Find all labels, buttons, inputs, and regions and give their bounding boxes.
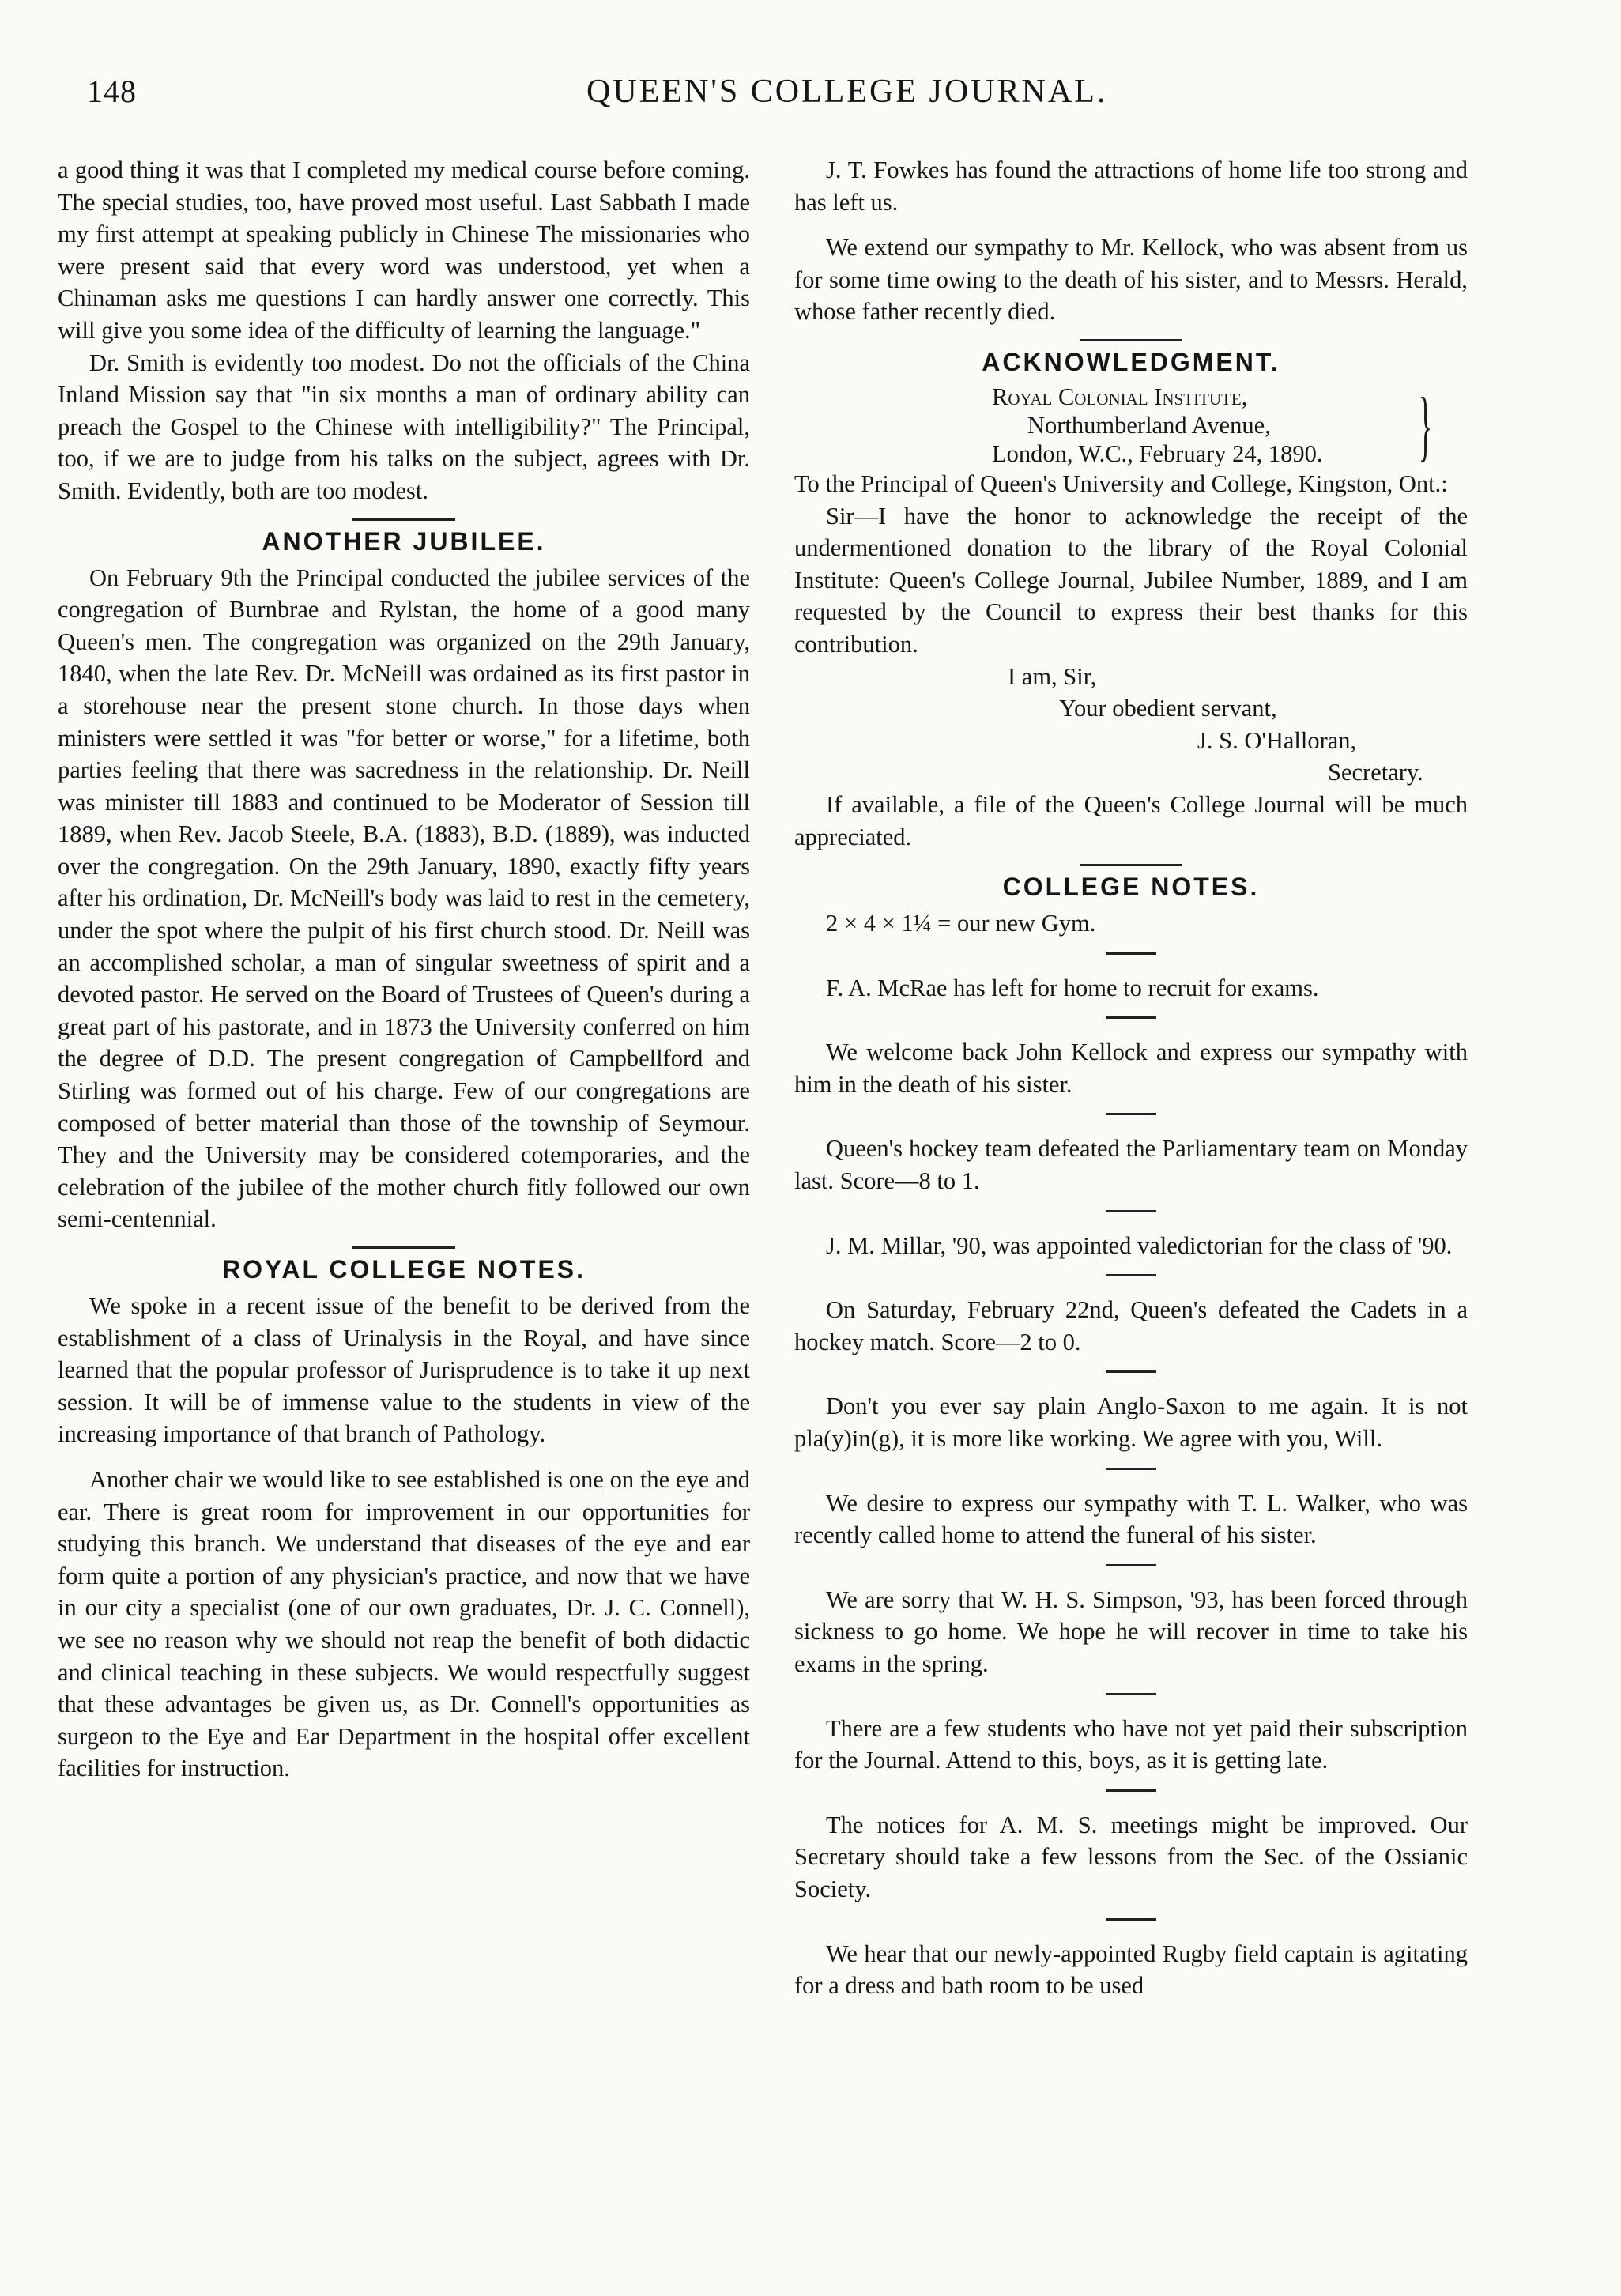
commentary-paragraph: Dr. Smith is evidently too modest. Do not the officials of the China Inland Mission say that "in six months a man of ordinary ability can preach the Gospel to the Chinese with intelligibility?" The Principal, too, if we are to judge from his talks on the subject, agrees with Dr. Smith. Evidently, both are too modest. <box>58 349 750 504</box>
section-divider <box>352 518 455 521</box>
signature-line: Your obedient servant, <box>1059 695 1277 722</box>
note-divider <box>1106 1274 1156 1276</box>
note-divider <box>1106 1693 1156 1695</box>
page-number: 148 <box>87 74 137 109</box>
college-note: On Saturday, February 22nd, Queen's defeated the Cadets in a hockey match. Score—2 to 0. <box>794 1296 1468 1355</box>
college-note: We are sorry that W. H. S. Simpson, '93, has been forced through sickness to go home. We hope he will recover in time to take his exams in the spring. <box>794 1585 1468 1677</box>
journal-title: QUEEN'S COLLEGE JOURNAL. <box>586 74 1108 110</box>
page-header <box>47 73 1486 120</box>
note-divider <box>1106 1016 1156 1019</box>
college-note: We welcome back John Kellock and express our sympathy with him in the death of his sister. <box>794 1039 1468 1098</box>
note-divider <box>1106 1113 1156 1115</box>
address-line: Royal Colonial Institute, <box>992 383 1248 410</box>
note-divider <box>1106 1789 1156 1792</box>
jubilee-paragraph: On February 9th the Principal conducted the jubilee services of the congregation of Burnbrae and Rylstan, the home of a good many Queen's men. The congregation was organized on the 29th January, 1840, when the late Rev. Dr. McNeill was ordained as its first pastor in a storehouse near the present stone church. In those days when ministers were settled it was "for better or worse," for a lifetime, both parties feeling that there was sacredness in the relationship. Dr. Neill was minister till 1883 and continued to be Moderator of Session till 1889, when Rev. Jacob Steele, B.A. (1883), B.D. (1889), was inducted over the congregation. On the 29th January, 1890, exactly fifty years after his ordination, Dr. McNeill's body was laid to rest in the cemetery, under the spot where the pulpit of his first church stood. Dr. Neill was an accomplished scholar, a man of singular sweetness of spirit and a devoted pastor. He served on the Board of Trustees of Queen's during a great part of his pastorate, and in 1873 the University conferred on him the degree of D.D. The present congregation of Campbellford and Stirling was formed out of his charge. Few of our congregations are composed of better material than those of the township of Seymour. They and the University may be considered cotemporaries, and the celebration of the jubilee of the mother church fitly followed our own semi-centennial. <box>58 564 750 1233</box>
college-note: Queen's hockey team defeated the Parliamentary team on Monday last. Score—8 to 1. <box>794 1135 1468 1195</box>
college-note: We desire to express our sympathy with T. L. Walker, who was recently called home to attend the funeral of his sister. <box>794 1489 1468 1549</box>
college-note: F. A. McRae has left for home to recruit for exams. <box>826 974 1319 1001</box>
left-column <box>58 154 750 1785</box>
heading-royal-college-notes: ROYAL COLLEGE NOTES. <box>221 1255 586 1284</box>
letter-continuation: a good thing it was that I completed my medical course before coming. The special studies, too, have proved most useful. Last Sabbath I made my first attempt at speaking publicly in Chinese The missionaries who were present said that every word was understood, yet when a Chinaman asks me questions I can hardly answer one correctly. This will give you some idea of the difficulty of learning the language." <box>58 156 750 344</box>
right-column <box>794 154 1468 2002</box>
letter-address <box>992 380 1468 469</box>
college-note: J. M. Millar, '90, was appointed valedictorian for the class of '90. <box>826 1231 1453 1259</box>
note-divider <box>1106 1564 1156 1566</box>
college-note: The notices for A. M. S. meetings might be improved. Our Secretary should take a few lessons from the Sec. of the Ossianic Society. <box>794 1811 1468 1902</box>
section-divider <box>1080 339 1182 341</box>
letter-body: Sir—I have the honor to acknowledge the receipt of the undermentioned donation to the library of the Royal Colonial Institute: Queen's College Journal, Jubilee Number, 1889, and I am requested by the Council to express their best thanks for this contribution. <box>794 502 1468 658</box>
heading-another-jubilee: ANOTHER JUBILEE. <box>262 526 546 556</box>
heading-college-notes: COLLEGE NOTES. <box>1002 873 1260 902</box>
heading-acknowledgment: ACKNOWLEDGMENT. <box>982 347 1280 376</box>
note-divider <box>1106 1468 1156 1470</box>
college-note: We hear that our newly-appointed Rugby field captain is agitating for a dress and bath room to be used <box>794 1940 1468 2000</box>
fowkes-note: J. T. Fowkes has found the attractions of home life too strong and has left us. <box>794 156 1468 216</box>
royal-notes-paragraph-2: Another chair we would like to see established is one on the eye and ear. There is great room for improvement in our opportunities for studying this branch. We understand that diseases of the eye and ear form quite a portion of any physician's practice, and now that we have in our city a specialist (one of our own graduates, Dr. J. C. Connell), we see no reason why we should not reap the benefit of both didactic and clinical teaching in these subjects. We would respectfully suggest that these advantages be given us, as Dr. Connell's opportunities as surgeon to the Eye and Ear Department in the hospital offer excellent facilities for instruction. <box>58 1465 750 1782</box>
college-note: There are a few students who have not yet paid their subscription for the Journal. Attend to this, boys, as it is getting late. <box>794 1714 1468 1774</box>
royal-notes-paragraph-1: We spoke in a recent issue of the benefit to be derived from the establishment of a class of Urinalysis in the Royal, and have since learned that the popular professor of Jurisprudence is to take it up next session. It will be of immense value to the students in view of the increasing importance of that branch of Pathology. <box>58 1292 750 1448</box>
letter-recipient: To the Principal of Queen's University and College, Kingston, Ont.: <box>794 469 1448 497</box>
note-divider <box>1106 1370 1156 1373</box>
note-divider <box>1106 1918 1156 1921</box>
section-divider <box>1080 864 1182 866</box>
address-line: London, W.C., February 24, 1890. <box>992 439 1323 467</box>
file-request-note: If available, a file of the Queen's College Journal will be much appreciated. <box>794 790 1468 850</box>
note-divider <box>1106 952 1156 955</box>
signature-line: Secretary. <box>1328 759 1423 786</box>
college-note: Don't you ever say plain Anglo-Saxon to me again. It is not pla(y)in(g), it is more like working. We agree with you, Will. <box>794 1393 1468 1453</box>
brace-mark: } <box>1419 380 1432 469</box>
sympathy-note: We extend our sympathy to Mr. Kellock, who was absent from us for some time owing to the death of his sister, and to Messrs. Herald, whose father recently died. <box>794 234 1468 326</box>
signature-line: I am, Sir, <box>1008 662 1097 690</box>
note-divider <box>1106 1210 1156 1212</box>
college-note: 2 × 4 × 1¼ = our new Gym. <box>826 910 1096 937</box>
letter-signature <box>794 661 1468 789</box>
section-divider <box>352 1246 455 1249</box>
address-line: Northumberland Avenue, <box>1027 411 1271 439</box>
signature-line: J. S. O'Halloran, <box>1197 726 1357 754</box>
